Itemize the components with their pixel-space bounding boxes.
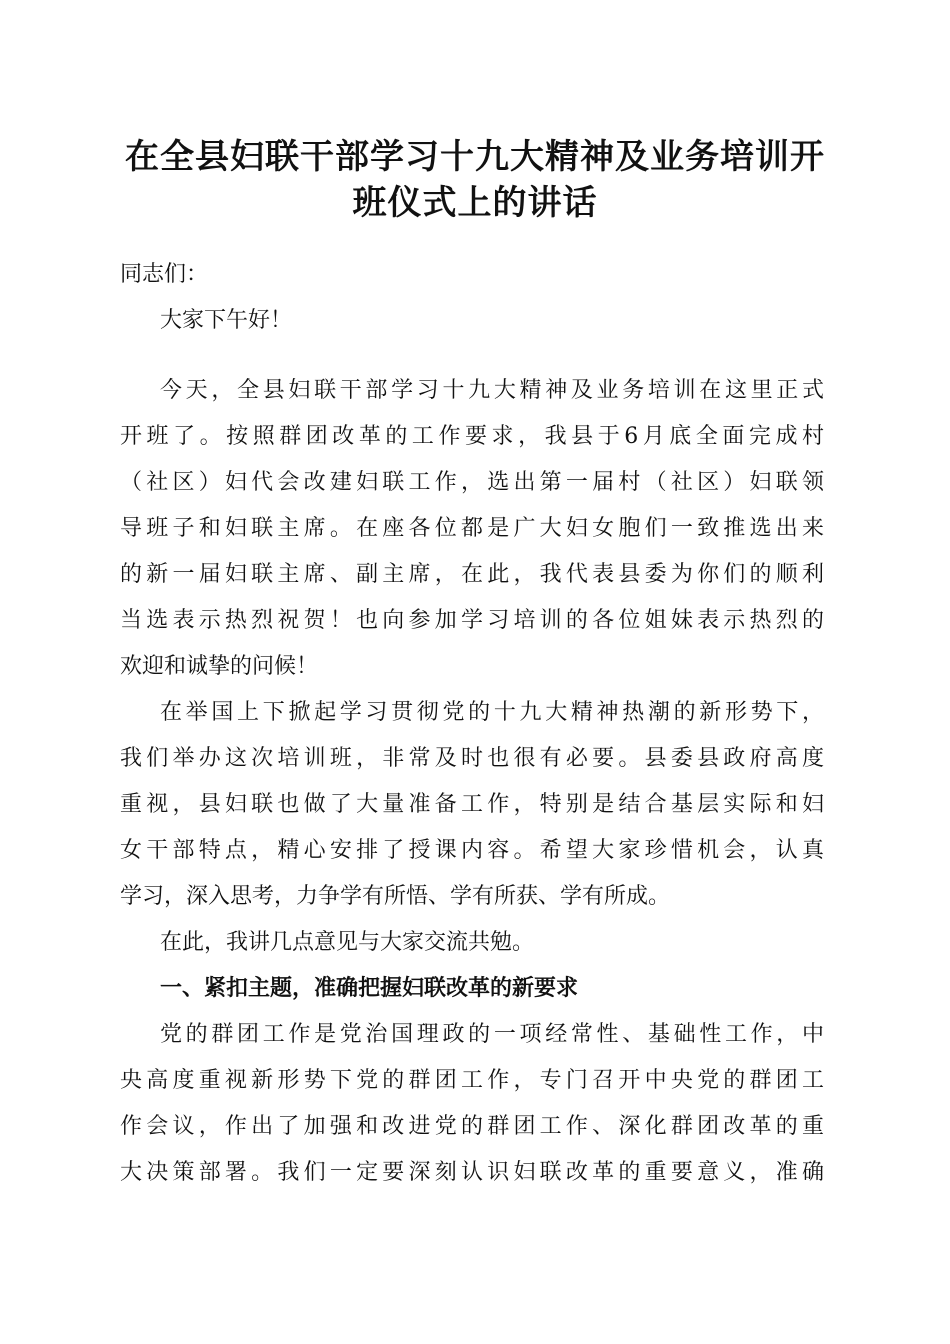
title-line: 班仪式上的讲话 bbox=[352, 183, 598, 223]
text-line: 重视，县妇联也做了大量准备工作，特别是结合基层实际和妇 bbox=[120, 792, 824, 817]
document-body bbox=[120, 252, 824, 1196]
text-line: 央高度重视新形势下党的群团工作，专门召开中央党的群团工 bbox=[120, 1068, 824, 1093]
paragraph bbox=[120, 298, 824, 344]
text-line: 同志们： bbox=[120, 262, 209, 287]
text-line: 的新一届妇联主席、副主席，在此，我代表县委为你们的顺利 bbox=[120, 562, 824, 587]
text-line: 作会议，作出了加强和改进党的群团工作、深化群团改革的重 bbox=[120, 1114, 824, 1139]
salutation bbox=[120, 252, 824, 298]
section-heading bbox=[120, 966, 824, 1012]
paragraph bbox=[120, 1012, 824, 1196]
text-line: 当选表示热烈祝贺！也向参加学习培训的各位姐妹表示热烈的 bbox=[120, 608, 824, 633]
paragraph bbox=[120, 690, 824, 920]
paragraph bbox=[120, 920, 824, 966]
text-line: 开班了。按照群团改革的工作要求，我县于6月底全面完成村 bbox=[120, 424, 824, 449]
text-line: 一、紧扣主题，准确把握妇联改革的新要求 bbox=[160, 976, 579, 1001]
text-line: 在举国上下掀起学习贯彻党的十九大精神热潮的新形势下， bbox=[160, 700, 824, 725]
title-line: 在全县妇联干部学习十九大精神及业务培训开 bbox=[125, 137, 825, 177]
text-line: 大决策部署。我们一定要深刻认识妇联改革的重要意义，准确 bbox=[120, 1160, 824, 1185]
text-line: 导班子和妇联主席。在座各位都是广大妇女胞们一致推选出来 bbox=[120, 516, 824, 541]
text-line: 在此，我讲几点意见与大家交流共勉。 bbox=[160, 930, 535, 955]
paragraph bbox=[120, 368, 824, 690]
text-line: （社区）妇代会改建妇联工作，选出第一届村（社区）妇联领 bbox=[120, 470, 824, 495]
text-line: 学习，深入思考，力争学有所悟、学有所获、学有所成。 bbox=[120, 884, 671, 909]
text-line: 我们举办这次培训班，非常及时也很有必要。县委县政府高度 bbox=[120, 746, 824, 771]
text-line: 大家下午好！ bbox=[160, 308, 293, 333]
text-line: 欢迎和诚挚的问候！ bbox=[120, 654, 319, 679]
text-line: 今天，全县妇联干部学习十九大精神及业务培训在这里正式 bbox=[160, 378, 824, 403]
text-line: 女干部特点，精心安排了授课内容。希望大家珍惜机会，认真 bbox=[120, 838, 824, 863]
text-line: 党的群团工作是党治国理政的一项经常性、基础性工作，中 bbox=[160, 1022, 824, 1047]
document-title bbox=[0, 134, 950, 226]
